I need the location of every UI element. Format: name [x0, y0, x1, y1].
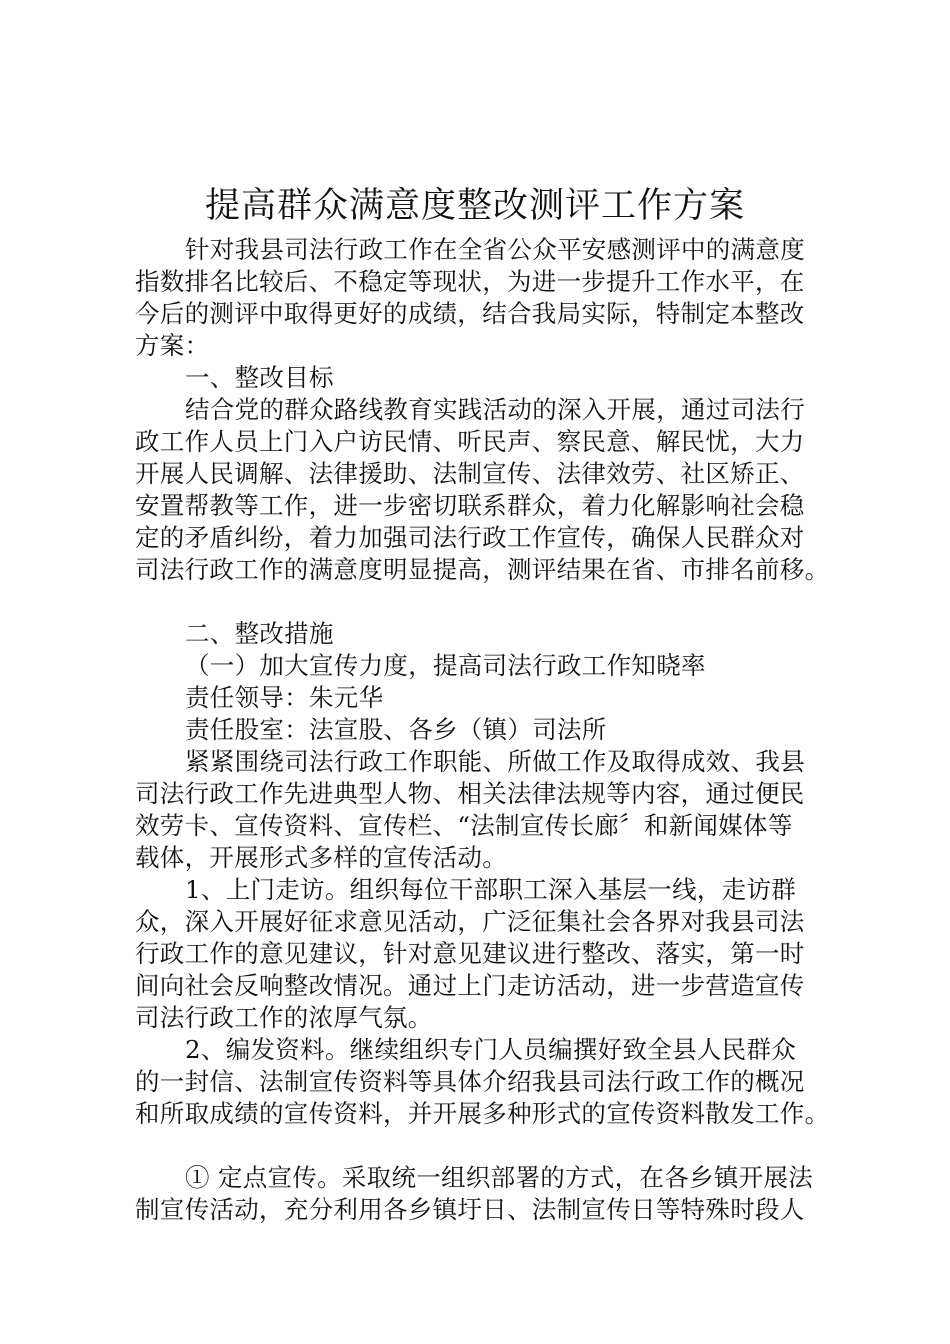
paragraph-line: 针对我县司法行政工作在全省公众平安感测评中的满意度 — [185, 235, 805, 264]
responsible-office: 责任股室：法宣股、各乡（镇）司法所 — [185, 715, 607, 744]
paragraph-line: 效劳卡、宣传资料、宣传栏、“法制宣传长廊〞和新闻媒体等 — [135, 811, 793, 840]
paragraph-line: 1、上门走访。组织每位干部职工深入基层一线，走访群 — [185, 875, 797, 904]
paragraph-line: 的一封信、法制宣传资料等具体介绍我县司法行政工作的概况 — [135, 1067, 805, 1096]
paragraph-line: 行政工作的意见建议，针对意见建议进行整改、落实，第一时 — [135, 939, 805, 968]
paragraph-line: 方案： — [135, 331, 210, 360]
paragraph-line: 指数排名比较后、不稳定等现状，为进一步提升工作水平，在 — [135, 267, 805, 296]
document-title: 提高群众满意度整改测评工作方案 — [204, 186, 745, 226]
paragraph-line: 制宣传活动，充分利用各乡镇圩日、法制宣传日等特殊时段人 — [135, 1195, 805, 1224]
paragraph-line: 定的矛盾纠纷，着力加强司法行政工作宣传，确保人民群众对 — [135, 523, 805, 552]
paragraph-line: 结合党的群众路线教育实践活动的深入开展，通过司法行 — [185, 395, 805, 424]
paragraph-line: 政工作人员上门入户访民情、听民声、察民意、解民忧，大力 — [135, 427, 805, 456]
paragraph-line: 司法行政工作先进典型人物、相关法律法规等内容，通过便民 — [135, 779, 805, 808]
paragraph-line: 今后的测评中取得更好的成绩，结合我局实际，特制定本整改 — [135, 299, 805, 328]
paragraph-line: 2、编发资料。继续组织专门人员编撰好致全县人民群众 — [185, 1035, 797, 1064]
responsible-leader: 责任领导：朱元华 — [185, 683, 384, 712]
paragraph-line: 司法行政工作的满意度明显提高，测评结果在省、市排名前移。 — [135, 555, 830, 584]
paragraph-line: 司法行政工作的浓厚气氛。 — [135, 1003, 433, 1032]
paragraph-line: ① 定点宣传。采取统一组织部署的方式，在各乡镇开展法 — [185, 1163, 814, 1192]
paragraph-line: 众，深入开展好征求意见活动，广泛征集社会各界对我县司法 — [135, 907, 805, 936]
section-heading: 一、整改目标 — [185, 363, 334, 392]
paragraph-line: 开展人民调解、法律援助、法制宣传、法律效劳、社区矫正、 — [135, 459, 805, 488]
paragraph-line: 载体，开展形式多样的宣传活动。 — [135, 843, 507, 872]
subsection-heading: （一）加大宣传力度，提高司法行政工作知晓率 — [185, 651, 706, 680]
paragraph-line: 紧紧围绕司法行政工作职能、所做工作及取得成效、我县 — [185, 747, 805, 776]
section-heading: 二、整改措施 — [185, 619, 334, 648]
paragraph-line: 间向社会反响整改情况。通过上门走访活动，进一步营造宣传 — [135, 971, 805, 1000]
paragraph-line: 和所取成绩的宣传资料，并开展多种形式的宣传资料散发工作。 — [135, 1099, 830, 1128]
paragraph-line: 安置帮教等工作，进一步密切联系群众，着力化解影响社会稳 — [135, 491, 805, 520]
